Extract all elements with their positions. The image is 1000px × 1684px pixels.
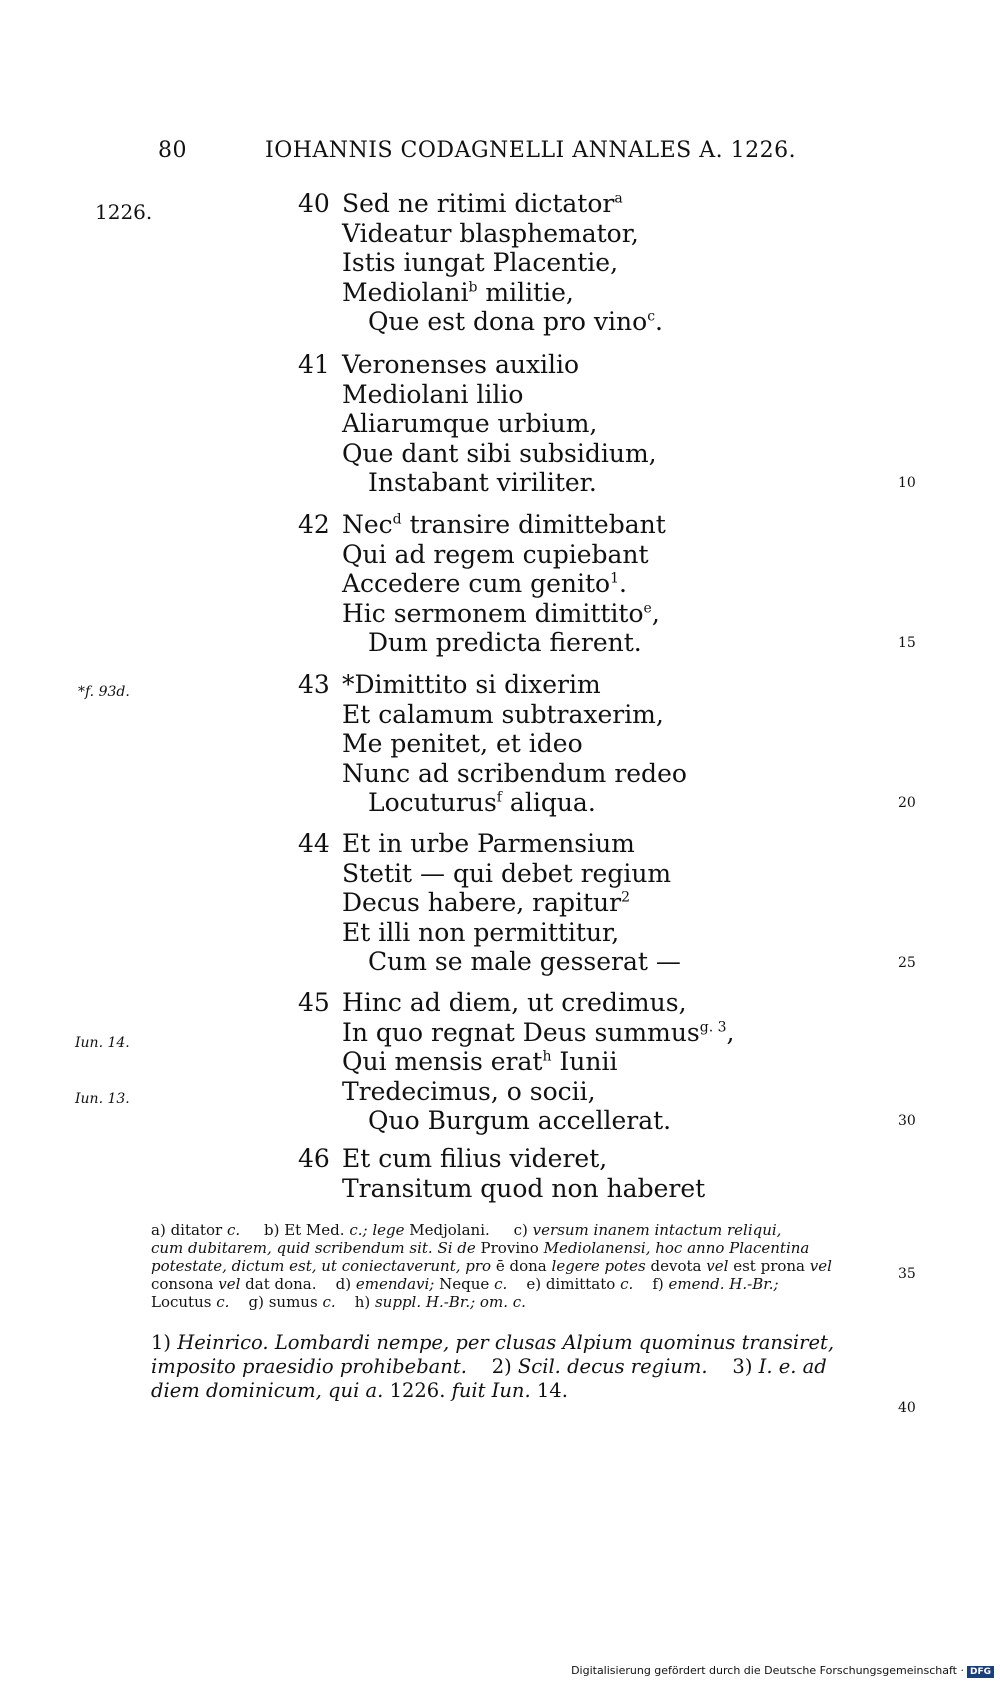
footnote-text: Scil. decus regium. <box>517 1355 708 1378</box>
note-marker: a <box>614 190 623 207</box>
digitization-credit <box>571 1664 994 1678</box>
footnote-text: imposito praesidio prohibebant. <box>151 1355 467 1378</box>
note-marker: c <box>647 308 656 325</box>
line-number: 10 <box>898 475 916 491</box>
apparatus-entry: c) <box>513 1221 528 1239</box>
apparatus-entry: c. <box>620 1275 634 1293</box>
verse-line: Qui mensis erat <box>342 1047 543 1076</box>
verse-line: Que dant sibi subsidium, <box>342 438 657 468</box>
apparatus-entry: vel <box>218 1275 241 1293</box>
verse-line: , <box>651 598 660 628</box>
verse-line: Veronenses auxilio <box>342 350 580 379</box>
verse-line: Quo Burgum accellerat. <box>368 1106 672 1135</box>
apparatus-entry: c. <box>216 1293 230 1311</box>
apparatus-entry: c. <box>494 1275 508 1293</box>
apparatus-entry: c.; <box>349 1221 368 1239</box>
apparatus-entry: Neque <box>439 1275 490 1293</box>
verse-line: Et cum filius videret, <box>342 1144 608 1173</box>
apparatus-entry: b) Et Med. <box>263 1221 345 1239</box>
verse-line: , <box>726 1017 735 1047</box>
verse-line: Accedere cum genito <box>342 569 611 598</box>
footnote-text: 1226. <box>389 1379 446 1402</box>
verse-line: Mediolani lilio <box>342 379 524 409</box>
apparatus-entry: potestate, dictum est, ut coniectaverunt, pro <box>151 1257 492 1275</box>
running-title: IOHANNIS CODAGNELLI ANNALES A. 1226. <box>265 138 797 163</box>
line-number: 30 <box>898 1113 916 1129</box>
apparatus-entry: e) dimittato <box>526 1275 616 1293</box>
stanza-44 <box>298 829 858 977</box>
stanza-43 <box>298 670 858 818</box>
verse-line: Mediolani <box>342 277 469 307</box>
verse-line: Locuturus <box>368 788 497 817</box>
apparatus-entry: vel <box>809 1257 832 1275</box>
apparatus-entry: Locutus <box>151 1293 212 1311</box>
verse-line: Videatur blasphemator, <box>342 218 639 248</box>
line-number: 25 <box>898 955 916 971</box>
footnotes <box>151 1331 896 1403</box>
note-marker: h <box>542 1048 552 1065</box>
footnote-number: 3) <box>732 1355 753 1378</box>
footnote-text: I. e. ad <box>758 1355 827 1378</box>
verse-line: Cum se male gesserat — <box>368 947 681 976</box>
apparatus-entry: suppl. H.-Br.; om. c. <box>374 1293 526 1311</box>
apparatus-entry: c. <box>226 1221 241 1239</box>
verse-line: Decus habere, rapitur <box>342 888 622 917</box>
line-number: 35 <box>898 1266 916 1282</box>
verse-line: Hinc ad diem, ut credimus, <box>342 988 687 1017</box>
note-marker: 2 <box>621 889 631 906</box>
verse-line: In quo regnat Deus summus <box>342 1017 700 1047</box>
verse-line: Stetit — qui debet regium <box>342 858 672 888</box>
footnote-number: 2) <box>491 1355 512 1378</box>
verse-line: Nec <box>342 510 393 539</box>
stanza-number: 40 <box>298 189 330 218</box>
verse-line: Tredecimus, o socii, <box>342 1076 596 1106</box>
verse-line: Sed ne ritimi dictator <box>342 189 615 218</box>
verse-line: Dum predicta fierent. <box>368 628 642 657</box>
apparatus-entry: d) <box>335 1275 352 1293</box>
apparatus-entry: Mediolanensi, hoc anno Placentina <box>543 1239 810 1257</box>
stanza-42 <box>298 510 858 658</box>
verse-line: *Dimittito si dixerim <box>342 670 601 699</box>
stanza-number: 41 <box>298 350 330 379</box>
verse-line: Instabant viriliter. <box>368 468 597 497</box>
apparatus-entry: cum dubitarem, quid scribendum sit. Si de <box>151 1239 476 1257</box>
apparatus-entry: h) <box>354 1293 371 1311</box>
apparatus-entry: Provino <box>480 1239 539 1257</box>
footnote-text: 14. <box>536 1379 568 1402</box>
apparatus-entry: g) sumus <box>248 1293 318 1311</box>
stanza-number: 43 <box>298 670 330 699</box>
dfg-logo: DFG <box>967 1666 994 1678</box>
apparatus-entry: emend. H.-Br.; <box>668 1275 779 1293</box>
note-marker: e <box>643 600 652 617</box>
margin-note-iun-14: Iun. 14. <box>75 1035 130 1051</box>
verse-line: Aliarumque urbium, <box>342 409 598 438</box>
verse-line: Qui ad regem cupiebant <box>342 539 649 569</box>
line-number: 15 <box>898 635 916 651</box>
critical-apparatus <box>151 1221 896 1311</box>
apparatus-entry: Medjolani. <box>409 1221 490 1239</box>
apparatus-entry: vel <box>706 1257 729 1275</box>
stanza-45 <box>298 988 858 1136</box>
verse-line: aliqua. <box>501 788 596 817</box>
apparatus-entry: devota <box>650 1257 702 1275</box>
apparatus-entry: est prona <box>733 1257 805 1275</box>
stanza-number: 46 <box>298 1144 330 1173</box>
apparatus-entry: lege <box>372 1221 405 1239</box>
apparatus-entry: emendavi; <box>355 1275 435 1293</box>
note-marker: d <box>392 511 402 528</box>
verse-line: Et illi non permittitur, <box>342 917 620 947</box>
line-number: 40 <box>898 1400 916 1416</box>
verse-line: Hic sermonem dimittito <box>342 598 644 628</box>
margin-note-folio: *f. 93d. <box>78 684 130 700</box>
apparatus-entry: f) <box>652 1275 664 1293</box>
apparatus-entry: a) ditator <box>151 1221 223 1239</box>
verse-line: militie, <box>477 277 574 307</box>
margin-year: 1226. <box>95 200 153 224</box>
footnote-number: 1) <box>151 1331 172 1354</box>
verse-line: Istis iungat Placentie, <box>342 248 619 277</box>
footnote-text: diem dominicum, qui a. <box>151 1379 384 1402</box>
stanza-number: 45 <box>298 988 330 1017</box>
note-marker: g. 3 <box>699 1019 727 1036</box>
apparatus-entry: dat dona. <box>245 1275 317 1293</box>
apparatus-entry: c. <box>322 1293 336 1311</box>
stanza-number: 44 <box>298 829 330 858</box>
verse-line: transire dimittebant <box>401 510 666 539</box>
apparatus-entry: legere potes <box>551 1257 646 1275</box>
verse-line: Nunc ad scribendum redeo <box>342 758 687 788</box>
footnote-text: Heinrico. Lombardi nempe, per clusas Alpium quominus transiret, <box>177 1331 835 1354</box>
stanza-number: 42 <box>298 510 330 539</box>
footnote-text: fuit Iun. <box>451 1379 531 1402</box>
apparatus-entry: ē dona <box>495 1257 547 1275</box>
verse-line: Me penitet, et ideo <box>342 729 583 758</box>
verse-line: . <box>619 569 627 598</box>
verse-line: Transitum quod non haberet <box>342 1173 706 1203</box>
verse-line: Et in urbe Parmensium <box>342 829 635 858</box>
verse-line: Iunii <box>551 1047 618 1076</box>
line-number: 20 <box>898 795 916 811</box>
stanza-41 <box>298 350 858 498</box>
credit-text: Digitalisierung gefördert durch die Deutsche Forschungsgemeinschaft · <box>571 1664 964 1677</box>
note-marker: 1 <box>610 570 620 587</box>
verse-line: . <box>655 307 663 336</box>
page-number: 80 <box>158 138 187 163</box>
stanza-46 <box>298 1144 858 1203</box>
apparatus-entry: versum inanem intactum reliqui, <box>532 1221 782 1239</box>
note-marker: b <box>468 279 478 296</box>
margin-note-iun-13: Iun. 13. <box>75 1091 130 1107</box>
stanza-40 <box>298 189 858 337</box>
verse-line: Et calamum subtraxerim, <box>342 699 664 729</box>
note-marker: f <box>496 789 502 806</box>
apparatus-entry: consona <box>151 1275 214 1293</box>
verse-line: Que est dona pro vino <box>368 307 648 336</box>
